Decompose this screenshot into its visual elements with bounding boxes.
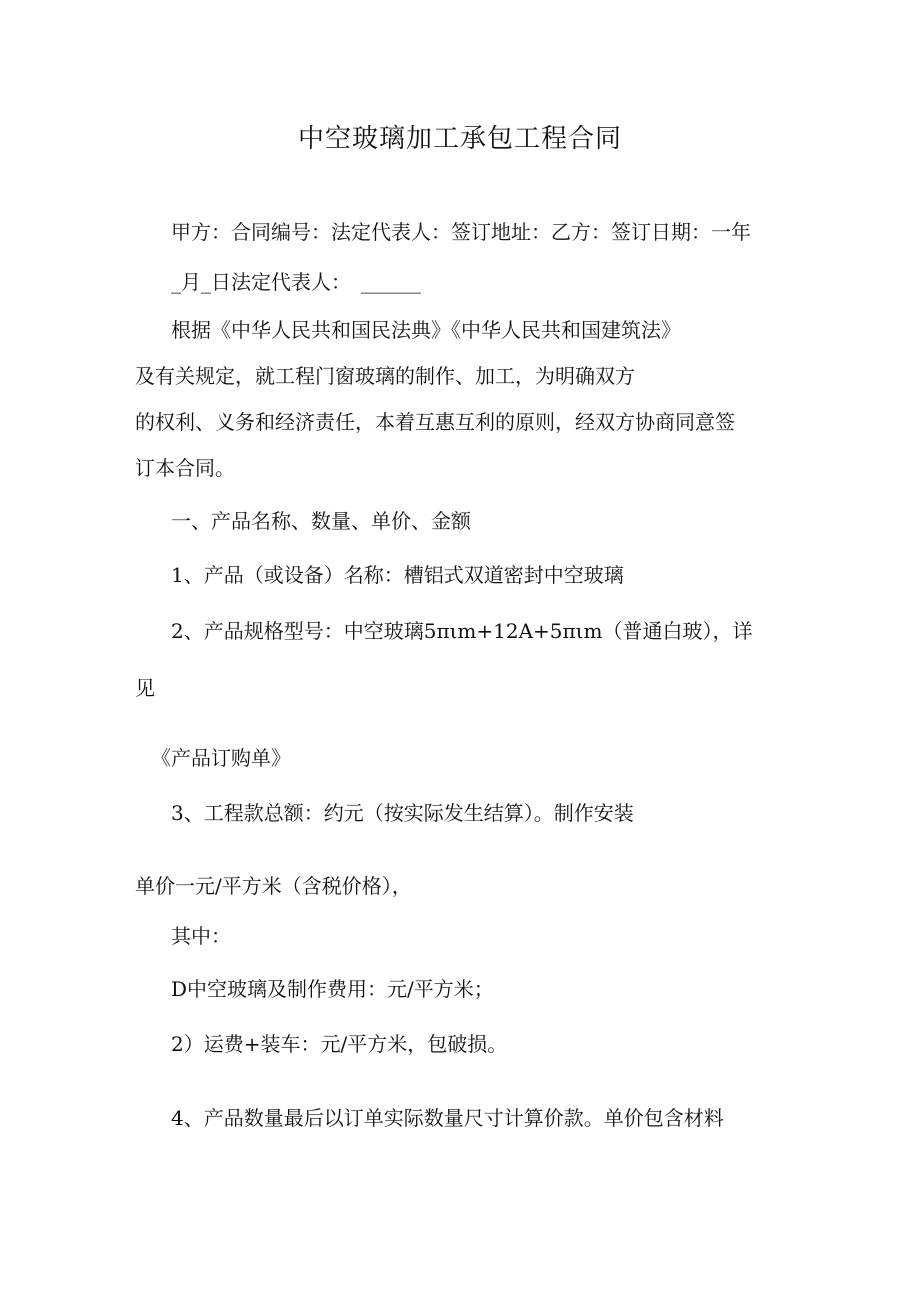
clause-4: 4、产品数量最后以订单实际数量尺寸计算价款。单价包含材料 bbox=[171, 1106, 724, 1130]
clause-3-unit-price: 单价一元/平方米（含税价格）， bbox=[135, 874, 412, 898]
clause-3: 3、工程款总额：约元（按实际发生结算）。制作安装 bbox=[171, 801, 634, 825]
section-heading-1: 一、产品名称、数量、单价、金额 bbox=[171, 509, 471, 533]
clause-1: 1、产品（或设备）名称：槽铝式双道密封中空玻璃 bbox=[171, 563, 624, 587]
preamble-line-2: 及有关规定，就工程门窗玻璃的制作、加工，为明确双方 bbox=[135, 364, 635, 388]
clause-2: 2、产品规格型号：中空玻璃5πιm+12A+5πιm（普通白玻），详 bbox=[171, 619, 753, 643]
order-form-reference: 《产品订购单》 bbox=[151, 746, 291, 770]
preamble-line-1: 根据《中华人民共和国民法典》《中华人民共和国建筑法》 bbox=[171, 318, 681, 342]
representative-label: _月_日法定代表人： bbox=[171, 270, 351, 294]
clause-3-item-2: 2）运费+装车：元/平方米，包破损。 bbox=[171, 1032, 508, 1056]
signature-blank: ______ bbox=[361, 270, 421, 294]
preamble-line-3: 的权利、义务和经济责任，本着互惠互利的原则，经双方协商同意签 bbox=[135, 410, 735, 434]
clause-3-item-1: D中空玻璃及制作费用：元/平方米； bbox=[171, 977, 494, 1001]
clause-2-continued: 见 bbox=[135, 676, 155, 700]
representative-line bbox=[171, 268, 421, 296]
document-title: 中空玻璃加工承包工程合同 bbox=[297, 124, 622, 154]
clause-3-among: 其中： bbox=[171, 924, 231, 948]
parties-info-line: 甲方：合同编号：法定代表人：签订地址：乙方：签订日期：一年 bbox=[171, 220, 751, 244]
preamble-line-4: 订本合同。 bbox=[135, 456, 235, 480]
